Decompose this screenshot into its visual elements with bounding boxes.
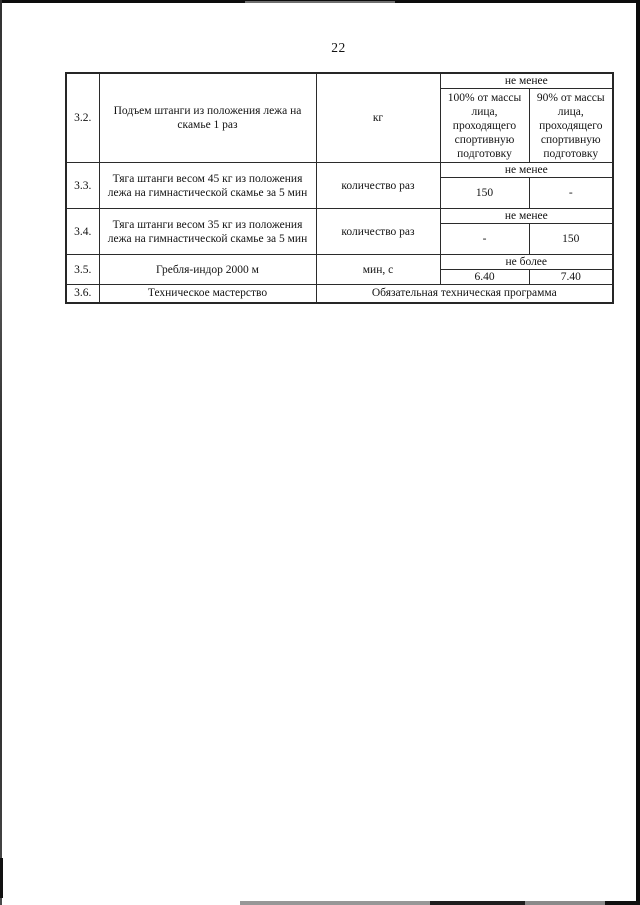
scan-edge-right	[636, 0, 640, 905]
unit-cell: количество раз	[316, 209, 440, 255]
value-cell: -	[440, 224, 529, 255]
row-id-cell: 3.4.	[66, 209, 99, 255]
unit-cell: мин, с	[316, 255, 440, 285]
value-cell: -	[529, 178, 613, 209]
table-row	[66, 209, 613, 224]
row-id-cell: 3.5.	[66, 255, 99, 285]
table-row	[66, 73, 613, 89]
threshold-cell: не более	[440, 255, 613, 270]
scan-edge-left	[0, 0, 2, 905]
scan-edge-bottom-3	[525, 901, 605, 905]
row-id-cell: 3.3.	[66, 163, 99, 209]
scan-edge-bottom-1	[240, 901, 430, 905]
unit-cell: кг	[316, 73, 440, 163]
threshold-cell: не менее	[440, 73, 613, 89]
program-cell: Обязательная техническая программа	[316, 285, 613, 303]
value-cell: 100% от массы лица, проходящего спортивную подготовку	[440, 89, 529, 163]
value-cell: 6.40	[440, 270, 529, 285]
page-number: 22	[331, 40, 346, 55]
exercise-cell: Подъем штанги из положения лежа на скамье 1 раз	[99, 73, 316, 163]
scan-edge-bottom-4	[605, 901, 640, 905]
standards-table	[65, 72, 614, 304]
row-id-cell: 3.6.	[66, 285, 99, 303]
threshold-cell: не менее	[440, 209, 613, 224]
value-cell: 150	[440, 178, 529, 209]
table-row	[66, 163, 613, 178]
row-id-cell: 3.2.	[66, 73, 99, 163]
scan-artifact-left-blob	[0, 858, 3, 898]
scan-edge-bottom-2	[430, 901, 525, 905]
value-cell: 150	[529, 224, 613, 255]
exercise-cell: Тяга штанги весом 45 кг из положения лежа на гимнастической скамье за 5 мин	[99, 163, 316, 209]
exercise-cell: Гребля-индор 2000 м	[99, 255, 316, 285]
unit-cell: количество раз	[316, 163, 440, 209]
scan-edge-top-gray	[245, 1, 395, 3]
table-row	[66, 285, 613, 303]
value-cell: 7.40	[529, 270, 613, 285]
exercise-cell: Тяга штанги весом 35 кг из положения лежа на гимнастической скамье за 5 мин	[99, 209, 316, 255]
threshold-cell: не менее	[440, 163, 613, 178]
table-row	[66, 255, 613, 270]
exercise-cell: Техническое мастерство	[99, 285, 316, 303]
value-cell: 90% от массы лица, проходящего спортивную подготовку	[529, 89, 613, 163]
